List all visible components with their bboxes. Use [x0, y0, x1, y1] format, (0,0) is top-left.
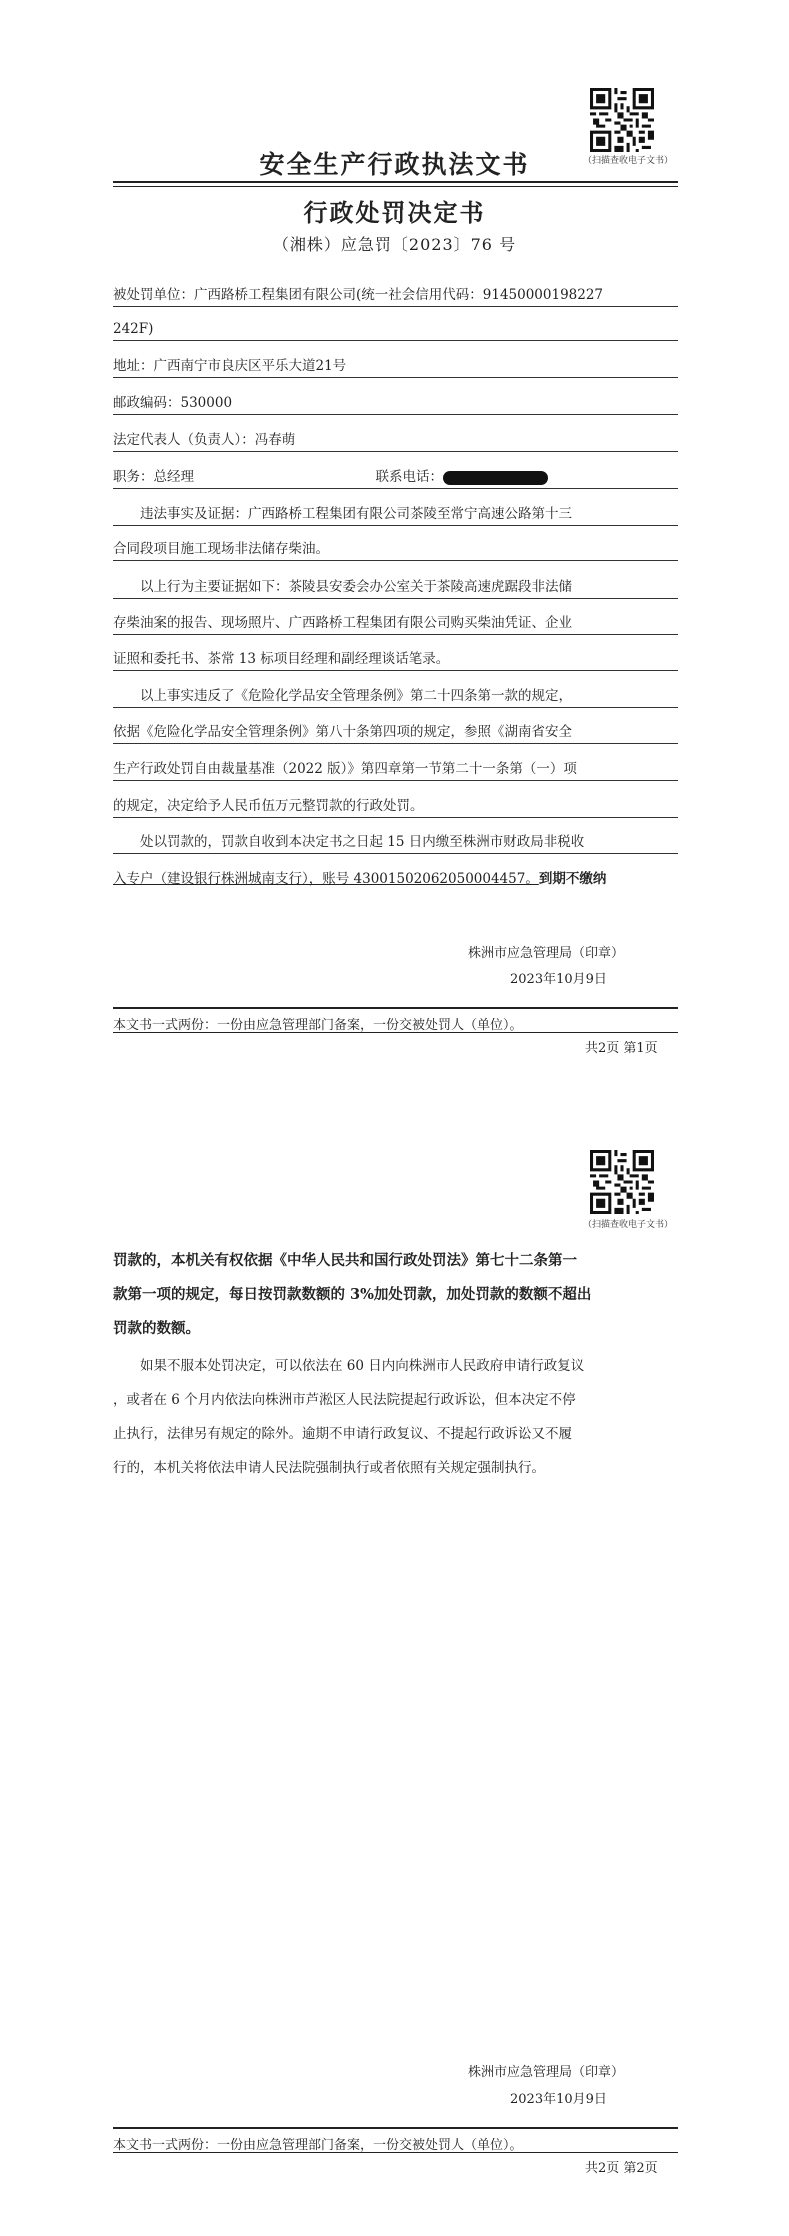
p2-line: 行的，本机关将依法申请人民法院强制执行或者依照有关规定强制执行。	[113, 1460, 545, 1476]
qr-caption: （扫描查收电子文书）	[583, 1220, 674, 1230]
body-line: 处以罚款的，罚款自收到本决定书之日起 15 日内缴至株洲市财政局非税收	[113, 833, 678, 854]
body-line: 违法事实及证据：广西路桥工程集团有限公司茶陵至常宁高速公路第十三	[113, 505, 678, 526]
field-punished-unit: 被处罚单位：广西路桥工程集团有限公司(统一社会信用代码：91450000198227	[113, 286, 678, 307]
qr-caption: （扫描查收电子文书）	[583, 156, 674, 166]
position-value: 总经理	[153, 469, 194, 485]
body-line: 生产行政处罚自由裁量基准（2022 版）》第四章第一节第二十一条第（一）项	[113, 760, 678, 781]
body-line: 以上事实违反了《危险化学品安全管理条例》第二十四条第一款的规定，	[113, 687, 678, 708]
qr-code[interactable]	[590, 1150, 654, 1214]
p2-line: 款第一项的规定，每日按罚款数额的 3%加处罚款，加处罚款的数额不超出	[113, 1286, 592, 1303]
qr-code[interactable]	[590, 88, 654, 152]
qr-code-icon	[590, 1150, 654, 1214]
redacted-phone	[443, 471, 548, 485]
page-number: 共2页 第1页	[585, 1041, 658, 1056]
bold-tail: 到期不缴纳	[538, 871, 607, 887]
footer-rule	[113, 1007, 678, 1009]
signature-org: 株洲市应急管理局（印章）	[468, 946, 625, 961]
footer-rule-thin	[113, 1032, 678, 1033]
p2-line: 罚款的，本机关有权依据《中华人民共和国行政处罚法》第七十二条第一	[113, 1252, 577, 1269]
phone-label: 联系电话：	[375, 469, 443, 485]
field-legal-rep: 法定代表人（负责人）：冯春萌	[113, 431, 678, 452]
field-address: 地址：广西南宁市良庆区平乐大道21号	[113, 357, 678, 378]
p2-line: 如果不服本处罚决定，可以依法在 60 日内向株洲市人民政府申请行政复议	[140, 1358, 585, 1374]
body-line-text: 入专户（建设银行株洲城南支行），账号 43001502062050004457。	[113, 871, 539, 887]
footer-note: 本文书一式两份：一份由应急管理部门备案，一份交被处罚人（单位）。	[113, 1018, 523, 1033]
p2-line: ，或者在 6 个月内依法向株洲市芦淞区人民法院提起行政诉讼，但本决定不停	[113, 1392, 576, 1408]
doc-series-title: 安全生产行政执法文书	[259, 150, 530, 179]
signature-date: 2023年10月9日	[510, 972, 607, 987]
signature-org: 株洲市应急管理局（印章）	[468, 2065, 625, 2080]
qr-code-icon	[590, 88, 654, 152]
footer-rule	[113, 2127, 678, 2129]
page-number: 共2页 第2页	[585, 2161, 658, 2176]
field-postal: 邮政编码：530000	[113, 394, 678, 415]
page-2	[0, 1120, 789, 2236]
doc-number: （湘株）应急罚〔2023〕76 号	[272, 235, 517, 254]
body-line: 依据《危险化学品安全管理条例》第八十条第四项的规定，参照《湖南省安全	[113, 723, 678, 744]
body-line-last	[113, 870, 678, 890]
footer-rule-thin	[113, 2152, 678, 2153]
p2-line: 罚款的数额。	[113, 1320, 200, 1337]
body-line: 存柴油案的报告、现场照片、广西路桥工程集团有限公司购买柴油凭证、企业	[113, 614, 678, 635]
position-label: 职务：	[113, 469, 154, 485]
body-line: 合同段项目施工现场非法储存柴油。	[113, 540, 678, 561]
field-punished-unit-cont: 242F)	[113, 320, 678, 341]
field-position-row	[113, 468, 678, 489]
body-line: 证照和委托书、茶常 13 标项目经理和副经理谈话笔录。	[113, 650, 678, 671]
body-line: 以上行为主要证据如下：茶陵县安委会办公室关于茶陵高速虎踞段非法储	[113, 578, 678, 599]
doc-title: 行政处罚决定书	[303, 198, 486, 227]
title-rule-thin	[113, 186, 678, 187]
body-line: 的规定，决定给予人民币伍万元整罚款的行政处罚。	[113, 797, 678, 818]
signature-date: 2023年10月9日	[510, 2092, 607, 2107]
title-rule	[113, 181, 678, 183]
p2-line: 止执行，法律另有规定的除外。逾期不申请行政复议、不提起行政诉讼又不履	[113, 1426, 572, 1442]
footer-note: 本文书一式两份：一份由应急管理部门备案，一份交被处罚人（单位）。	[113, 2138, 523, 2153]
